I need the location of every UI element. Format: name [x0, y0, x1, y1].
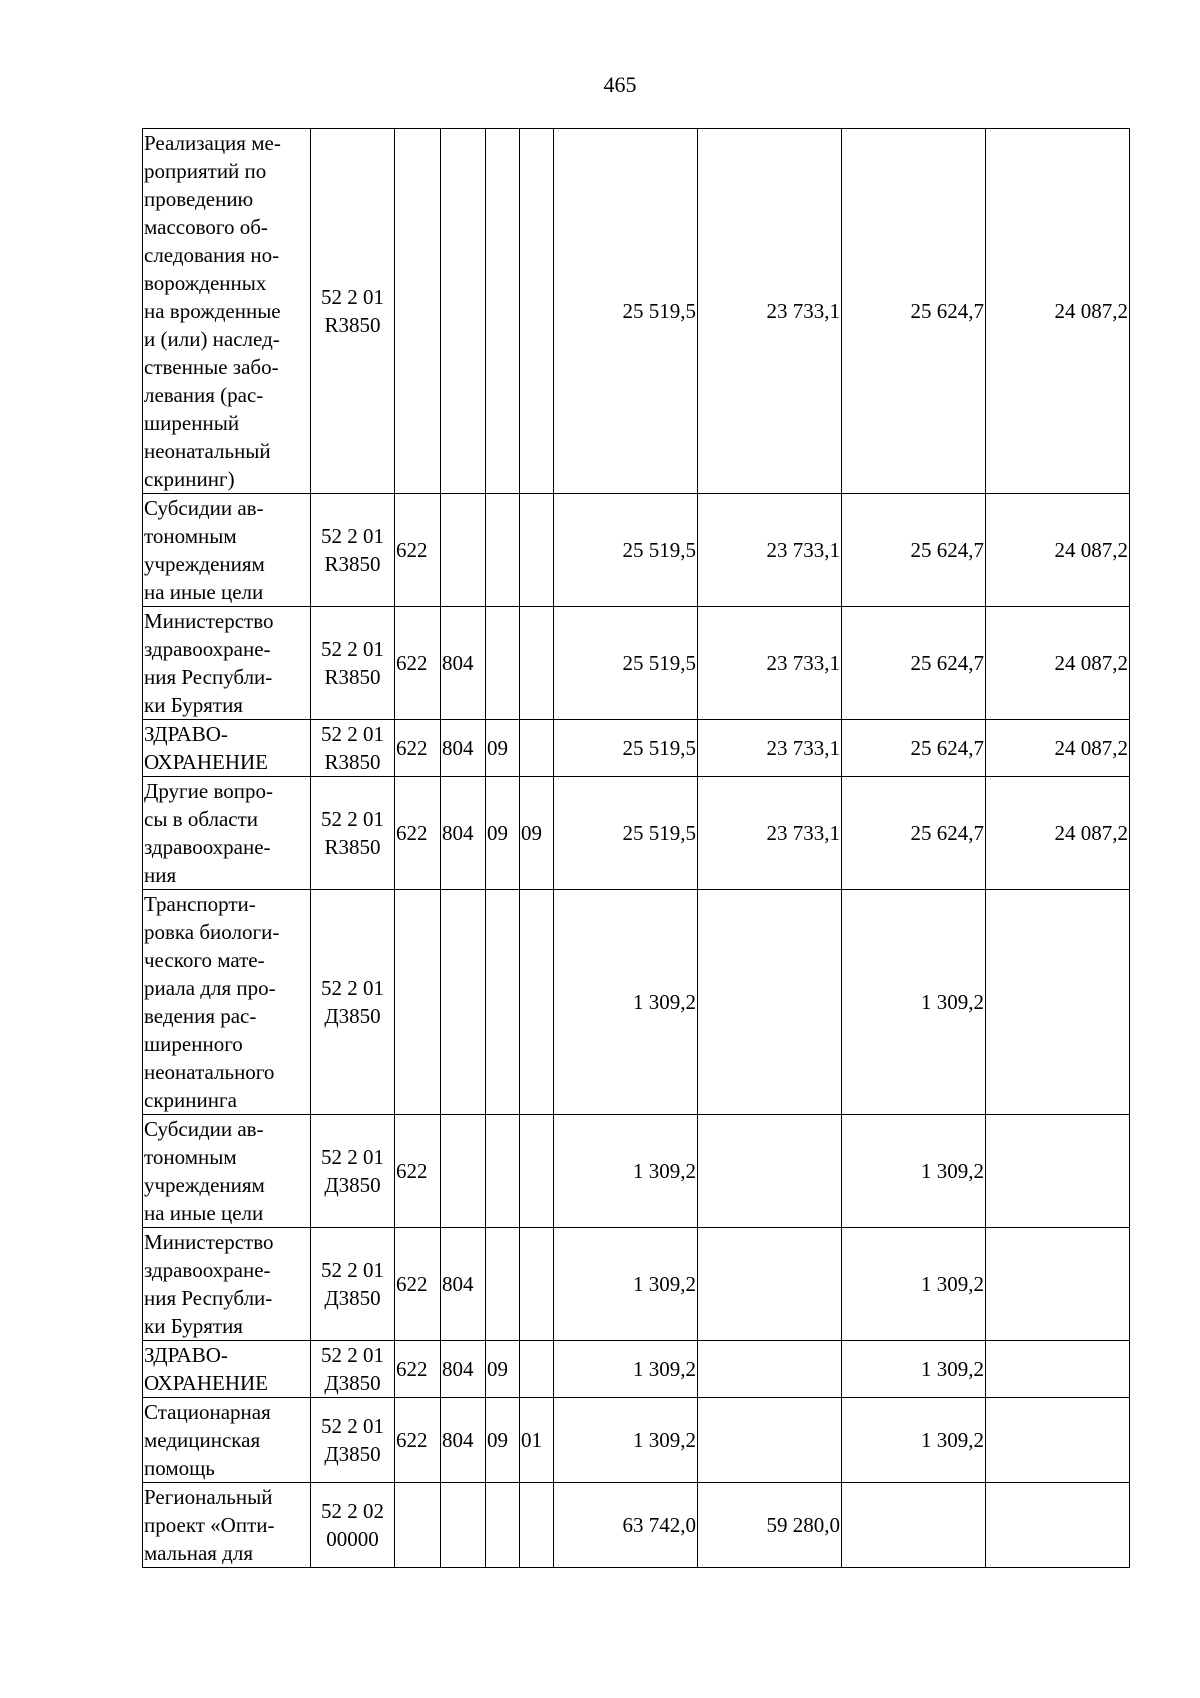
row-code	[311, 1115, 395, 1228]
row-name	[143, 777, 311, 890]
row-name-line: здравоохране-	[144, 637, 271, 661]
row-c1	[395, 890, 441, 1115]
row-c4	[520, 494, 554, 607]
row-c3: 09	[486, 1398, 520, 1483]
row-c3	[486, 607, 520, 720]
table-row	[143, 890, 1130, 1115]
row-code	[311, 777, 395, 890]
row-c2	[441, 1483, 486, 1568]
row-c4	[520, 890, 554, 1115]
row-name	[143, 1341, 311, 1398]
row-code-line: 52 2 01	[321, 807, 384, 831]
row-name-line: учреждениям	[144, 552, 265, 576]
row-value-v2: 23 733,1	[698, 777, 842, 890]
row-name-line: ния Республи-	[144, 1286, 273, 1310]
row-code	[311, 1483, 395, 1568]
row-name-line: неонатальный	[144, 439, 271, 463]
row-c4	[520, 1115, 554, 1228]
row-name	[143, 720, 311, 777]
row-c2: 804	[441, 1398, 486, 1483]
row-name-line: Министерство	[144, 1230, 274, 1254]
row-code-line: Д3850	[324, 1442, 381, 1466]
row-name-line: учреждениям	[144, 1173, 265, 1197]
row-code-line: 52 2 01	[321, 976, 384, 1000]
row-value-v4	[986, 1228, 1130, 1341]
row-c1: 622	[395, 494, 441, 607]
row-code-line: R3850	[324, 552, 381, 576]
row-code-line: R3850	[324, 835, 381, 859]
row-c2: 804	[441, 720, 486, 777]
row-name-line: помощь	[144, 1456, 215, 1480]
row-value-v4: 24 087,2	[986, 777, 1130, 890]
row-code	[311, 1398, 395, 1483]
row-name-line: мальная для	[144, 1541, 253, 1565]
row-c1	[395, 129, 441, 494]
row-code	[311, 129, 395, 494]
row-c1: 622	[395, 607, 441, 720]
row-code-line: 52 2 01	[321, 1343, 384, 1367]
row-c3	[486, 494, 520, 607]
row-c2	[441, 129, 486, 494]
row-value-v1: 1 309,2	[554, 1228, 698, 1341]
row-name-line: и (или) наслед-	[144, 327, 280, 351]
table-row	[143, 607, 1130, 720]
row-name-line: проект «Опти-	[144, 1513, 275, 1537]
row-c2: 804	[441, 607, 486, 720]
row-c3	[486, 890, 520, 1115]
row-c4: 01	[520, 1398, 554, 1483]
row-value-v1: 1 309,2	[554, 1398, 698, 1483]
row-name-line: сы в области	[144, 807, 259, 831]
row-c3	[486, 129, 520, 494]
row-name	[143, 607, 311, 720]
row-name-line: ки Бурятия	[144, 693, 243, 717]
row-value-v3: 1 309,2	[842, 1398, 986, 1483]
row-value-v4: 24 087,2	[986, 607, 1130, 720]
table-row	[143, 1398, 1130, 1483]
row-value-v2: 23 733,1	[698, 494, 842, 607]
row-code	[311, 1341, 395, 1398]
row-name-line: ЗДРАВО-	[144, 722, 228, 746]
row-name-line: левания (рас-	[144, 383, 264, 407]
row-c1: 622	[395, 720, 441, 777]
row-name-line: ЗДРАВО-	[144, 1343, 228, 1367]
row-code-line: Д3850	[324, 1286, 381, 1310]
row-code-line: 52 2 02	[321, 1499, 384, 1523]
row-name-line: Региональный	[144, 1485, 273, 1509]
row-name-line: на врожденные	[144, 299, 281, 323]
row-name-line: ширенный	[144, 411, 240, 435]
row-name-line: Министерство	[144, 609, 274, 633]
row-c4	[520, 129, 554, 494]
row-name-line: ровка биологи-	[144, 920, 280, 944]
row-code	[311, 494, 395, 607]
row-name-line: следования но-	[144, 243, 280, 267]
row-name-line: ческого мате-	[144, 948, 265, 972]
table-row	[143, 494, 1130, 607]
row-name	[143, 1228, 311, 1341]
row-value-v1: 1 309,2	[554, 890, 698, 1115]
row-name-line: ния	[144, 863, 177, 887]
row-code-line: Д3850	[324, 1173, 381, 1197]
row-value-v3	[842, 1483, 986, 1568]
row-value-v2	[698, 890, 842, 1115]
row-value-v4	[986, 1115, 1130, 1228]
row-c3: 09	[486, 777, 520, 890]
row-code-line: 52 2 01	[321, 1414, 384, 1438]
row-value-v4	[986, 1341, 1130, 1398]
row-c4: 09	[520, 777, 554, 890]
row-value-v2: 23 733,1	[698, 720, 842, 777]
row-c4	[520, 1483, 554, 1568]
row-value-v1: 25 519,5	[554, 720, 698, 777]
table-row	[143, 1341, 1130, 1398]
row-name-line: ОХРАНЕНИЕ	[144, 750, 269, 774]
table-row	[143, 720, 1130, 777]
row-c2	[441, 494, 486, 607]
row-name	[143, 1115, 311, 1228]
row-name-line: Реализация ме-	[144, 131, 281, 155]
row-name	[143, 890, 311, 1115]
page-number: 465	[603, 72, 637, 97]
row-code	[311, 890, 395, 1115]
row-c2: 804	[441, 1228, 486, 1341]
row-name-line: ственные забо-	[144, 355, 279, 379]
row-name-line: ведения рас-	[144, 1004, 257, 1028]
row-value-v1: 1 309,2	[554, 1341, 698, 1398]
row-c3: 09	[486, 720, 520, 777]
row-code-line: Д3850	[324, 1004, 381, 1028]
row-value-v4	[986, 1398, 1130, 1483]
row-value-v3: 25 624,7	[842, 607, 986, 720]
row-c2	[441, 1115, 486, 1228]
row-name-line: риала для про-	[144, 976, 276, 1000]
row-name-line: Транспорти-	[144, 892, 256, 916]
row-code	[311, 607, 395, 720]
row-name-line: ширенного	[144, 1032, 243, 1056]
row-value-v2: 59 280,0	[698, 1483, 842, 1568]
row-value-v2	[698, 1398, 842, 1483]
row-name-line: ворожденных	[144, 271, 267, 295]
row-name-line: Другие вопро-	[144, 779, 273, 803]
row-name-line: ния Республи-	[144, 665, 273, 689]
budget-table	[142, 128, 1130, 1568]
row-value-v3: 25 624,7	[842, 129, 986, 494]
row-c3	[486, 1228, 520, 1341]
row-value-v4	[986, 1483, 1130, 1568]
row-value-v4: 24 087,2	[986, 494, 1130, 607]
row-value-v3: 1 309,2	[842, 1115, 986, 1228]
table-row	[143, 777, 1130, 890]
row-name-line: на иные цели	[144, 1201, 264, 1225]
row-name-line: медицинская	[144, 1428, 261, 1452]
row-value-v1: 25 519,5	[554, 607, 698, 720]
row-c4	[520, 1228, 554, 1341]
row-code-line: 52 2 01	[321, 1145, 384, 1169]
row-c1: 622	[395, 777, 441, 890]
row-name-line: здравоохране-	[144, 835, 271, 859]
row-value-v1: 25 519,5	[554, 777, 698, 890]
row-code	[311, 1228, 395, 1341]
row-name-line: ОХРАНЕНИЕ	[144, 1371, 269, 1395]
row-c4	[520, 720, 554, 777]
row-c2	[441, 890, 486, 1115]
row-value-v4: 24 087,2	[986, 720, 1130, 777]
row-c4	[520, 607, 554, 720]
row-code-line: 52 2 01	[321, 285, 384, 309]
row-c1: 622	[395, 1228, 441, 1341]
row-name-line: на иные цели	[144, 580, 264, 604]
row-code-line: 52 2 01	[321, 637, 384, 661]
row-name-line: скрининг)	[144, 467, 235, 491]
row-value-v4: 24 087,2	[986, 129, 1130, 494]
row-code-line: R3850	[324, 750, 381, 774]
row-name-line: тономным	[144, 1145, 237, 1169]
row-name	[143, 129, 311, 494]
row-code-line: R3850	[324, 665, 381, 689]
row-value-v1: 25 519,5	[554, 494, 698, 607]
row-value-v1: 25 519,5	[554, 129, 698, 494]
row-value-v1: 63 742,0	[554, 1483, 698, 1568]
table-row	[143, 129, 1130, 494]
row-code-line: Д3850	[324, 1371, 381, 1395]
row-name-line: проведению	[144, 187, 254, 211]
row-name-line: массового об-	[144, 215, 268, 239]
row-c2: 804	[441, 1341, 486, 1398]
row-value-v2	[698, 1341, 842, 1398]
row-value-v3: 25 624,7	[842, 777, 986, 890]
row-name	[143, 1398, 311, 1483]
row-name-line: здравоохране-	[144, 1258, 271, 1282]
row-code-line: 00000	[326, 1527, 379, 1551]
row-code-line: 52 2 01	[321, 722, 384, 746]
row-name-line: скрининга	[144, 1088, 237, 1112]
row-value-v3: 25 624,7	[842, 494, 986, 607]
row-name-line: ки Бурятия	[144, 1314, 243, 1338]
row-code-line: R3850	[324, 313, 381, 337]
row-value-v2: 23 733,1	[698, 129, 842, 494]
row-value-v4	[986, 890, 1130, 1115]
table-row	[143, 1228, 1130, 1341]
row-c4	[520, 1341, 554, 1398]
row-c3: 09	[486, 1341, 520, 1398]
row-name-line: Субсидии ав-	[144, 1117, 264, 1141]
row-value-v1: 1 309,2	[554, 1115, 698, 1228]
row-name-line: тономным	[144, 524, 237, 548]
row-name	[143, 494, 311, 607]
row-value-v2: 23 733,1	[698, 607, 842, 720]
row-name-line: неонатального	[144, 1060, 275, 1084]
row-value-v3: 1 309,2	[842, 1341, 986, 1398]
row-value-v3: 1 309,2	[842, 890, 986, 1115]
row-value-v2	[698, 1115, 842, 1228]
row-c3	[486, 1115, 520, 1228]
row-c1: 622	[395, 1398, 441, 1483]
table-row	[143, 1483, 1130, 1568]
table-row	[143, 1115, 1130, 1228]
row-c1: 622	[395, 1115, 441, 1228]
row-name-line: роприятий по	[144, 159, 267, 183]
row-c1	[395, 1483, 441, 1568]
row-value-v2	[698, 1228, 842, 1341]
row-c1: 622	[395, 1341, 441, 1398]
row-c2: 804	[441, 777, 486, 890]
row-code	[311, 720, 395, 777]
row-value-v3: 1 309,2	[842, 1228, 986, 1341]
row-value-v3: 25 624,7	[842, 720, 986, 777]
row-code-line: 52 2 01	[321, 524, 384, 548]
row-code-line: 52 2 01	[321, 1258, 384, 1282]
row-name	[143, 1483, 311, 1568]
row-c3	[486, 1483, 520, 1568]
row-name-line: Субсидии ав-	[144, 496, 264, 520]
row-name-line: Стационарная	[144, 1400, 271, 1424]
